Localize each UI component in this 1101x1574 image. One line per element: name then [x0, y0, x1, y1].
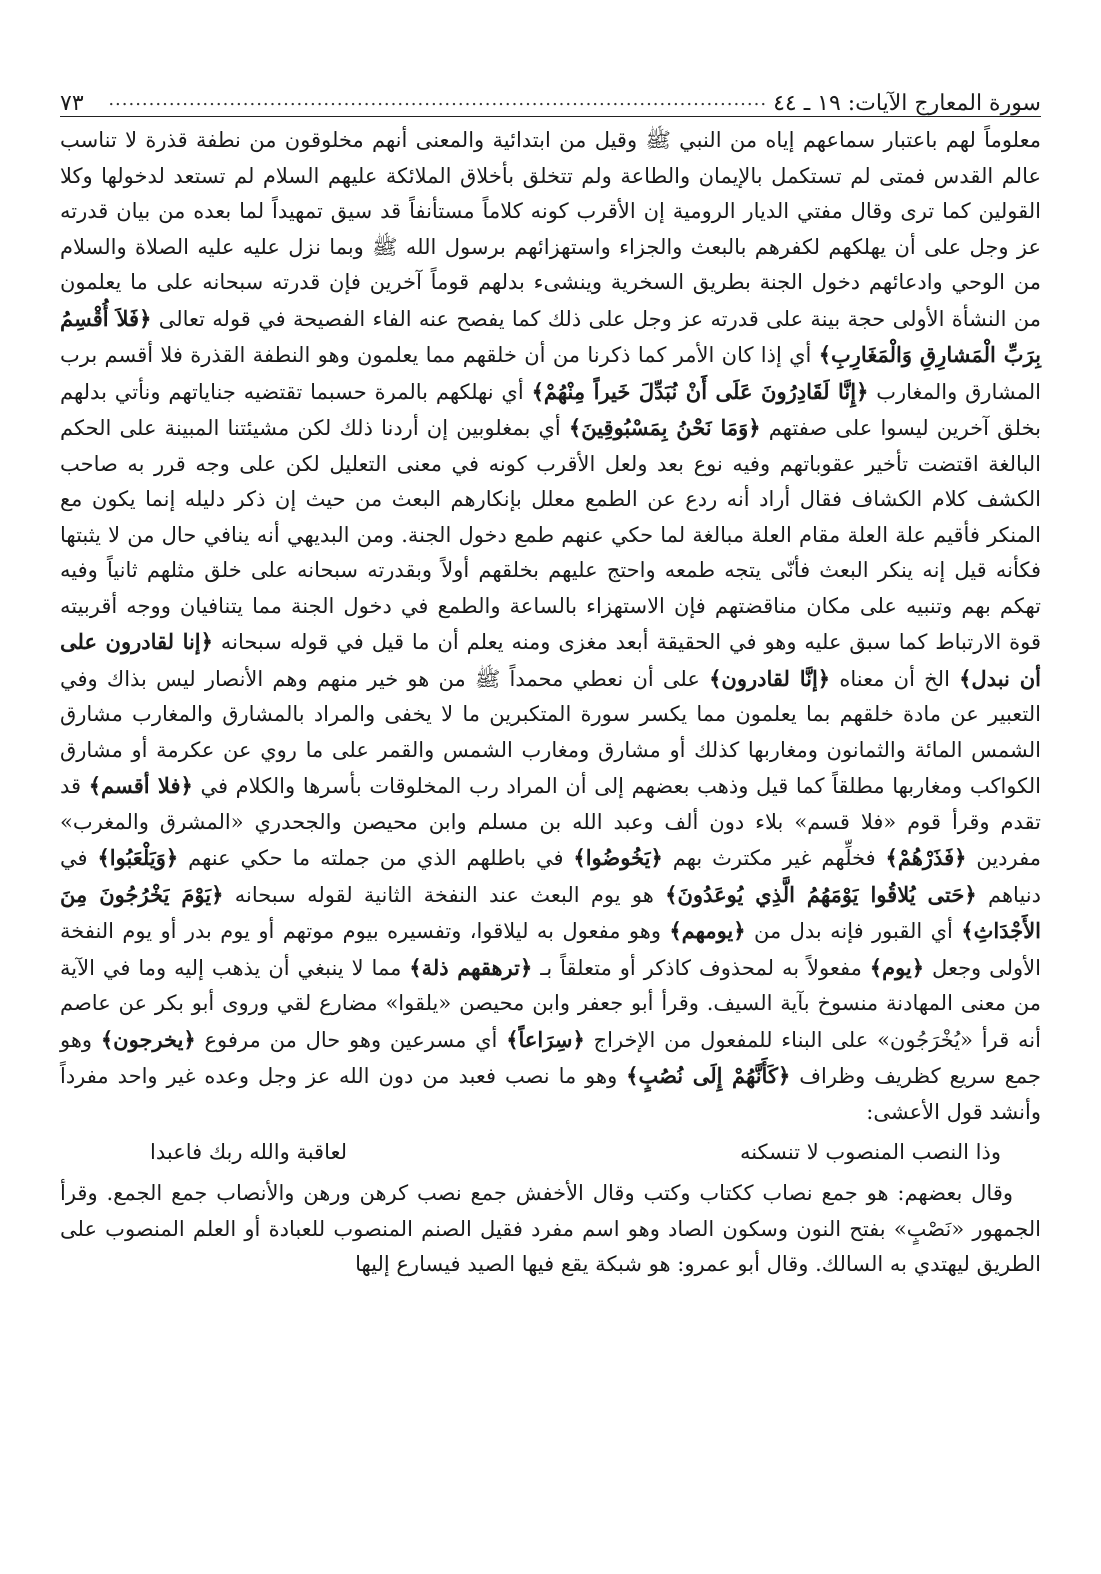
commentary-text: أي بمغلوبين إن أردنا ذلك لكن مشيئتنا المبينة على الحكم البالغة اقتضت تأخير عقوباتهم وفيه نوع بعد ولعل الأقرب كونه في معنى التعليل لكن على وجه قرر به صاحب الكشف كلام الكشاف فقال أراد أنه ردع عن الطمع معلل بإنكارهم البعث من حيث إن ذكر دليله إنما يكون مع المنكر فأقيم علة العلة مقام العلة مبالغة لما حكي عنهم طمع دخول الجنة. ومن البديهي أنه ينافي حال من لا يثبتها فكأنه قيل إنه ينكر البعث فأنّى يتجه طمعه واحتج عليهم بخلقهم أولاً وبقدرته سبحانه على خلق مثلهم ثانياً وفيه تهكم بهم وتنبيه على مكان مناقضتهم فإن الاستهزاء بالساعة والطمع في دخول الجنة مما يتنافيان ووجه أقربيته قوة الارتباط كما سبق عليه وهو في الحقيقة أبعد مغزى ومنه يعلم أن ما قيل في قوله سبحانه	[60, 416, 1041, 654]
poetry-verse	[60, 1130, 1041, 1176]
quran-quote: ﴿إنَّا لقادرون﴾	[709, 665, 831, 691]
quran-quote: ﴿ترهقهم ذلة﴾	[409, 954, 533, 980]
commentary-text: في دنياهم	[60, 846, 1041, 907]
closing-paragraph: وقال بعضهم: هو جمع نصاب ككتاب وكتب وقال الأخفش جمع نصب كرهن ورهن والأنصاب جمع الجمع. وقرأ الجمهور «نَصْبٍ» بفتح النون وسكون الصاد وهو اسم مفرد فقيل الصنم المنصوب للعبادة أو العلم المنصوب على الطريق ليهتدي به السالك. وقال أبو عمرو: هو شبكة يقع فيها الصيد فيسارع إليها	[60, 1181, 1041, 1276]
commentary-text: قد تقدم وقرأ قوم «فلا قسم» بلاء دون ألف وعبد الله بن مسلم وابن محيصن والجحدري «المشرق والمغرب» مفردين	[60, 774, 1041, 870]
commentary-text: مما لا ينبغي أن يذهب إليه وما في الآية من معنى المهادنة منسوخ بآية السيف. وقرأ أبو جعفر وابن محيصن «يلقوا» مضارع لقي وروى أبو بكر عن عاصم أنه قرأ «يُخْرَجُون» على البناء للمفعول من الإخراج	[60, 955, 1041, 1052]
commentary-text: على أن نعطي محمداً ﷺ من هو خير منهم وهم الأنصار ليس بذاك وفي التعبير عن مادة خلقهم بما يعلمون مما يكسر سورة المتكبرين ما لا يخفى والمراد بالمشارق والمغارب مشارق الشمس المائة والثمانون ومغاربها كذلك أو مشارق ومغارب الشمس والقمر على ما روي عن عكرمة أو مشارق الكواكب ومغاربها مطلقاً كما قيل وذهب بعضهم إلى أن المراد رب المخلوقات بأسرها والكلام في	[60, 666, 1042, 798]
commentary-text: هو يوم البعث عند النفخة الثانية لقوله سبحانه	[223, 882, 666, 907]
quran-quote: ﴿يخرجون﴾	[100, 1026, 196, 1052]
quran-quote: ﴿حَتى يُلاقُوا يَوْمَهُمُ الَّذِي يُوعَدُونَ﴾	[665, 881, 977, 907]
quran-quote: ﴿يَخُوضُوا﴾	[573, 845, 663, 870]
running-header	[60, 82, 1041, 117]
commentary-text: في باطلهم الذي من جملته ما حكي عنهم	[178, 846, 574, 870]
commentary-text: الخ أن معناه	[830, 666, 960, 691]
book-page	[60, 82, 1041, 1562]
quran-quote: ﴿فلا أقسم﴾	[88, 773, 193, 798]
commentary-text: أي إذا كان الأمر كما ذكرنا من أن خلقهم مما يعلمون وهو النطفة القذرة فلا أقسم برب المشارق والمغارب	[60, 343, 1042, 404]
poetry-second-hemistich: لعاقبة والله ربك فاعبدا	[150, 1140, 348, 1164]
commentary-text: أي مسرعين وهو حال من مرفوع	[195, 1027, 507, 1052]
quran-quote: ﴿وَمَا نَحْنُ بِمَسْبُوقِينَ﴾	[568, 415, 761, 440]
commentary-paragraph	[60, 123, 1041, 1130]
quran-quote: ﴿يومهم﴾	[669, 918, 746, 943]
surah-title: سورة المعارج الآيات: ١٩ ـ ٤٤	[773, 91, 1041, 116]
commentary-text: فخلِّهم غير مكترث بهم	[662, 846, 886, 870]
commentary-text: وهو ما نصب فعبد من دون الله عز وجل وعده غير واحد مفرداً وأنشد قول الأعشى:	[60, 1064, 1041, 1124]
commentary-text: أي نهلكهم بالمرة حسبما تقتضيه جناياتهم ونأتي بدلهم بخلق آخرين ليسوا على صفتهم	[60, 379, 1042, 440]
quran-quote: ﴿كَأَنَّهُمْ إِلَى نُصُبٍ﴾	[626, 1063, 791, 1088]
page-number: ٧٣	[60, 91, 84, 116]
commentary-text: وهو جمع سريع كظريف وظراف	[60, 1027, 1041, 1088]
quran-quote: ﴿فَلاَ أُقْسِمُ بِرَبِّ الْمَشارِقِ وَالْمَغَارِبِ﴾	[60, 305, 1041, 367]
quran-quote: ﴿يوم﴾	[869, 954, 925, 980]
quran-quote: ﴿إِنَّا لَقَادِرُونَ عَلَى أَنْ نُبَدِّلَ خَيراً مِنْهُمْ﴾	[531, 378, 869, 404]
quran-quote: ﴿فَذَرْهُمْ﴾	[885, 845, 967, 870]
commentary-text: وهو مفعول به ليلاقوا، وتفسيره بيوم موتهم أو يوم بدر أو يوم النفخة الأولى وجعل	[60, 919, 1041, 980]
quran-quote: ﴿يَوْمَ يَخْرُجُونَ مِنَ الأَجْدَاثِ﴾	[60, 881, 1042, 943]
quran-quote: ﴿سِرَاعاً﴾	[506, 1026, 585, 1052]
commentary-text: مفعولاً به لمحذوف كاذكر أو متعلقاً بـ	[532, 955, 870, 980]
dot-leader: ..................................................................................................	[108, 89, 768, 110]
poetry-first-hemistich: وذا النصب المنصوب لا تنسكنه	[739, 1140, 1001, 1164]
commentary-text: أي القبور فإنه بدل من	[745, 919, 962, 943]
quran-quote: ﴿إنا لقادرون على أن نبدل﴾	[60, 629, 1041, 691]
commentary-text: معلوماً لهم باعتبار سماعهم إياه من النبي ﷺ وقيل من ابتدائية والمعنى أنهم مخلوقون من نطفة قذرة لا تناسب عالم القدس فمتى لم تستكمل بالإيمان والطاعة ولم تتخلق بأخلاق الملائكة عليهم السلام لم تستعد لدخولها وكلا القولين كما ترى وقال مفتي الديار الرومية إن الأقرب كونه كلاماً مستأنفاً قد سيق تمهيداً لما بعده من بيان قدرته عز وجل على أن يهلكهم لكفرهم بالبعث والجزاء واستهزائهم برسول الله ﷺ وبما نزل عليه عليه الصلاة والسلام من الوحي وادعائهم دخول الجنة بطريق السخرية وينشىء بدلهم قوماً آخرين فإن قدرته سبحانه على ما يعلمون من النشأة الأولى حجة بينة على قدرته عز وجل على ذلك كما يفصح عنه الفاء الفصيحة في قوله تعالى	[60, 128, 1041, 331]
page-body	[60, 123, 1041, 1283]
quran-quote: ﴿وَيَلْعَبُوا﴾	[97, 845, 179, 870]
